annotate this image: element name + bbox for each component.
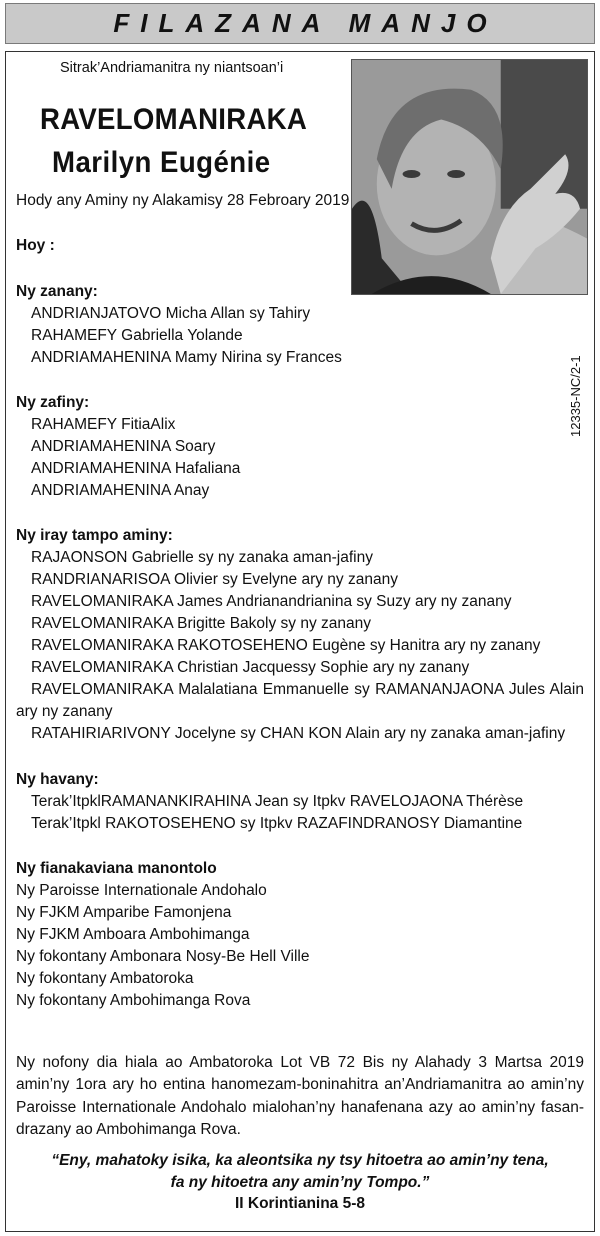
section-label: Ny zafiny: — [16, 394, 90, 411]
death-notice: Hody any Aminy ny Alakamisy 28 Febroary 2019 — [16, 192, 350, 209]
children-section — [16, 281, 584, 369]
grandchildren-section — [16, 392, 584, 502]
list-item: RAVELOMANIRAKA Malalatiana Emmanuelle sy RAMANANJAONA Jules Alain — [31, 681, 584, 698]
funeral-announcement: Ny nofony dia hiala ao Ambatoroka Lot VB 72 Bis ny Alahady 3 Martsa 2019 amin’ny 1ora ary ho entina hanomezam-boninahitra an’Andriamanitra ao amin’ny Paroisse Internationale Andohalo mialohan’ny hanafenana azy ao amin’ny fasan-drazany ao Ambohimanga Rova. — [16, 1053, 584, 1138]
list-item-continuation: ary ny zanany — [16, 703, 113, 720]
portrait-photo — [351, 59, 588, 295]
intro-line: Sitrak’Andriamanitra ny niantsoan’i — [60, 60, 284, 76]
list-item: Ny fokontany Ambatoroka — [16, 970, 194, 987]
list-item: RANDRIANARISOA Olivier sy Evelyne ary ny zanany — [31, 571, 398, 588]
list-item: ANDRIANJATOVO Micha Allan sy Tahiry — [31, 305, 311, 322]
list-item: RAHAMEFY Gabriella Yolande — [31, 327, 243, 344]
list-item: ANDRIAMAHENINA Hafaliana — [31, 460, 241, 477]
list-item: Ny FJKM Amboara Ambohimanga — [16, 926, 250, 943]
reference-code: 12335-NC/2-1 — [568, 355, 583, 437]
list-item: ANDRIAMAHENINA Anay — [31, 482, 210, 499]
section-label: Ny fianakaviana manontolo — [16, 860, 217, 877]
deceased-surname: RAVELOMANIRAKA — [40, 103, 308, 136]
hoy-label: Hoy : — [16, 237, 55, 254]
list-item: RAVELOMANIRAKA RAKOTOSEHENO Eugène sy Hanitra ary ny zanany — [31, 637, 541, 654]
list-item: RAVELOMANIRAKA Brigitte Bakoly sy ny zanany — [31, 615, 371, 632]
header-title: FILAZANA MANJO — [113, 8, 498, 38]
list-item: RAVELOMANIRAKA James Andrianandrianina sy Suzy ary ny zanany — [31, 593, 512, 610]
quote-line-1: “Eny, mahatoky isika, ka aleontsika ny tsy hitoetra ao amin’ny tena, — [51, 1152, 549, 1169]
section-label: Ny iray tampo aminy: — [16, 527, 173, 544]
list-item: ANDRIAMAHENINA Soary — [31, 438, 216, 455]
hoy-line — [16, 235, 584, 257]
section-label: Ny havany: — [16, 771, 99, 788]
header-bar — [5, 3, 595, 44]
scripture-quote — [16, 1150, 584, 1194]
list-item: RAHAMEFY FitiaAlix — [31, 416, 176, 433]
list-item: RAJAONSON Gabrielle sy ny zanaka aman-jafiny — [31, 549, 373, 566]
list-item: ANDRIAMAHENINA Mamy Nirina sy Frances — [31, 349, 342, 366]
siblings-section — [16, 525, 584, 745]
list-item: Ny FJKM Amparibe Famonjena — [16, 904, 232, 921]
list-item: RATAHIRIARIVONY Jocelyne sy CHAN KON Alain ary ny zanaka aman-jafiny — [31, 725, 566, 742]
relatives-section — [16, 769, 584, 835]
list-item: Ny fokontany Ambohimanga Rova — [16, 992, 251, 1009]
list-item: Terak’Itpkl RAKOTOSEHENO sy Itpkv RAZAFINDRANOSY Diamantine — [31, 815, 523, 832]
section-label: Ny zanany: — [16, 283, 98, 300]
scripture-reference: II Korintianina 5-8 — [234, 1195, 366, 1212]
list-item: Ny Paroisse Internationale Andohalo — [16, 882, 267, 899]
list-item: Ny fokontany Ambonara Nosy-Be Hell Ville — [16, 948, 310, 965]
deceased-given-names: Marilyn Eugénie — [52, 146, 271, 179]
families-section — [16, 858, 584, 1012]
quote-line-2: fa ny hitoetra any amin’ny Tompo.” — [170, 1174, 430, 1191]
portrait-image — [352, 60, 587, 294]
list-item: Terak’ItpklRAMANANKIRAHINA Jean sy Itpkv RAVELOJAONA Thérèse — [31, 793, 524, 810]
list-item: RAVELOMANIRAKA Christian Jacquessy Sophie ary ny zanany — [31, 659, 470, 676]
